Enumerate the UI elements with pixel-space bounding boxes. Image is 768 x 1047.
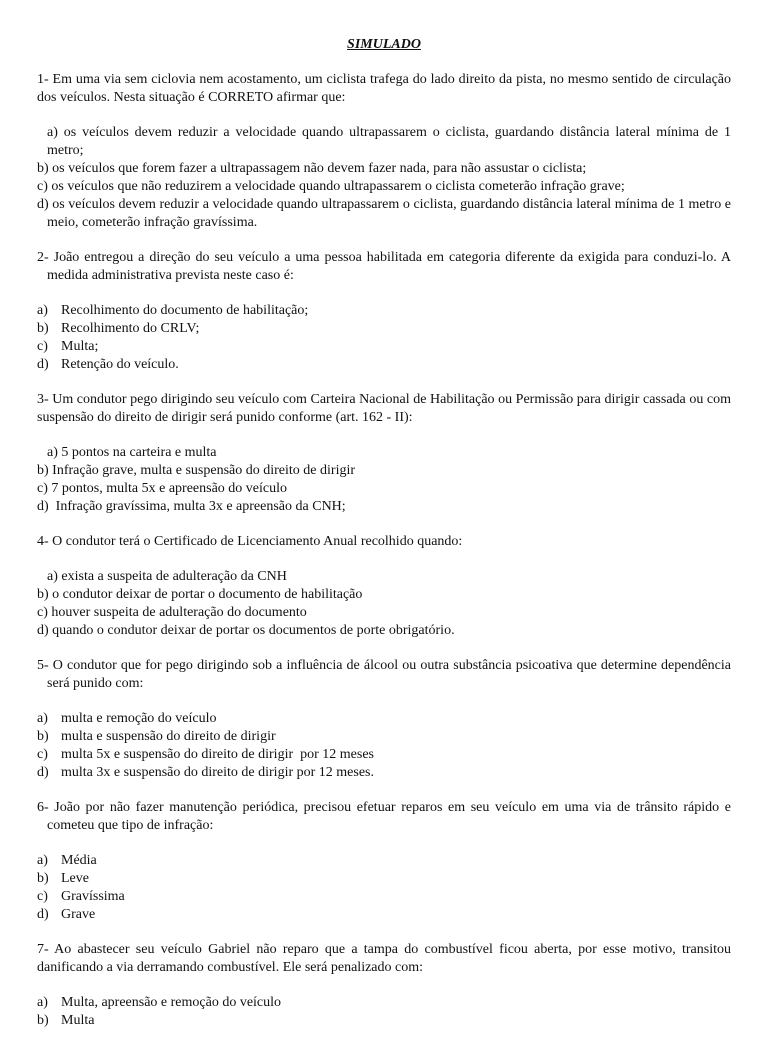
- option-text: Leve: [61, 871, 89, 886]
- option-c: [37, 338, 731, 356]
- option-letter: b): [37, 729, 49, 744]
- option-letter: c): [37, 481, 52, 496]
- option-a: [37, 852, 731, 870]
- option-d: [37, 498, 731, 516]
- option-text: Recolhimento do CRLV;: [61, 321, 200, 336]
- option-text: os veículos devem reduzir a velocidade quando ultrapassarem o ciclista, guardando distância lateral mínima de 1 metro e meio, cometerão infração gravíssima.: [47, 197, 731, 230]
- option-letter: a): [47, 125, 64, 140]
- option-letter: b): [37, 871, 49, 886]
- option-text: Retenção do veículo.: [61, 357, 179, 372]
- option-list: [37, 302, 731, 374]
- question-text: 2- João entregou a direção do seu veículo a uma pessoa habilitada em categoria diferente da exigida para conduzi-lo. A medida administrativa prevista neste caso é:: [37, 250, 731, 283]
- question-text: 4- O condutor terá o Certificado de Licenciamento Anual recolhido quando:: [37, 534, 463, 549]
- option-text: quando o condutor deixar de portar os documentos de porte obrigatório.: [52, 623, 455, 638]
- option-list: [37, 568, 731, 640]
- option-d: [37, 356, 731, 374]
- question-2: [37, 249, 731, 374]
- option-letter: d): [37, 765, 49, 780]
- option-letter: d): [37, 357, 49, 372]
- option-text: Recolhimento do documento de habilitação;: [61, 303, 309, 318]
- option-letter: c): [37, 179, 52, 194]
- option-letter: d): [37, 623, 53, 638]
- option-a: [37, 994, 731, 1012]
- document-title: SIMULADO: [347, 37, 421, 52]
- option-text: 5 pontos na carteira e multa: [61, 445, 217, 460]
- option-letter: b): [37, 463, 53, 478]
- option-text: Gravíssima: [61, 889, 125, 904]
- question-text: 5- O condutor que for pego dirigindo sob a influência de álcool ou outra substância psicoativa que determine dependência será punido com:: [37, 658, 731, 691]
- option-list: [37, 852, 731, 924]
- question-text: 1- Em uma via sem ciclovia nem acostamento, um ciclista trafega do lado direito da pista, no mesmo sentido de circulação dos veículos. Nesta situação é CORRETO afirmar que:: [37, 72, 731, 105]
- option-letter: c): [37, 889, 48, 904]
- question-5: [37, 657, 731, 782]
- option-d: [37, 196, 731, 232]
- option-letter: a): [37, 303, 48, 318]
- option-text: Multa, apreensão e remoção do veículo: [61, 995, 282, 1010]
- option-letter: b): [37, 1013, 49, 1028]
- option-b: [37, 160, 731, 178]
- question-7: [37, 941, 731, 1030]
- option-d: [37, 906, 731, 924]
- option-text: exista a suspeita de adulteração da CNH: [61, 569, 287, 584]
- option-text: Grave: [61, 907, 96, 922]
- option-letter: b): [37, 321, 49, 336]
- option-letter: b): [37, 161, 53, 176]
- option-text: houver suspeita de adulteração do documento: [51, 605, 307, 620]
- option-text: multa e suspensão do direito de dirigir: [61, 729, 276, 744]
- question-6: [37, 799, 731, 924]
- option-text: Média: [61, 853, 97, 868]
- question-text: 6- João por não fazer manutenção periódica, precisou efetuar reparos em seu veículo em uma via de trânsito rápido e cometeu que tipo de infração:: [37, 800, 731, 833]
- question-3: [37, 391, 731, 516]
- option-text: multa 5x e suspensão do direito de dirigir por 12 meses: [61, 747, 374, 762]
- option-b: [37, 728, 731, 746]
- option-letter: c): [37, 747, 48, 762]
- option-text: 7 pontos, multa 5x e apreensão do veículo: [51, 481, 287, 496]
- option-text: Infração gravíssima, multa 3x e apreensão da CNH;: [55, 499, 346, 514]
- option-text: multa 3x e suspensão do direito de dirigir por 12 meses.: [61, 765, 374, 780]
- option-list: [37, 994, 731, 1030]
- option-a: [47, 444, 731, 462]
- option-b: [37, 870, 731, 888]
- option-letter: c): [37, 605, 52, 620]
- question-4: [37, 533, 731, 640]
- option-letter: b): [37, 587, 53, 602]
- option-a: [37, 710, 731, 728]
- option-c: [37, 178, 731, 196]
- option-c: [37, 888, 731, 906]
- option-list: [37, 710, 731, 782]
- option-a: [47, 568, 731, 586]
- option-letter: d): [37, 907, 49, 922]
- option-b: [37, 320, 731, 338]
- option-letter: d): [37, 499, 56, 514]
- option-text: os veículos que forem fazer a ultrapassagem não devem fazer nada, para não assustar o ciclista;: [52, 161, 587, 176]
- option-d: [37, 622, 731, 640]
- option-text: multa e remoção do veículo: [61, 711, 217, 726]
- question-text: 7- Ao abastecer seu veículo Gabriel não reparo que a tampa do combustível ficou aberta, por esse motivo, transitou danificando a via derramando combustível. Ele será penalizado com:: [37, 942, 731, 975]
- option-text: Infração grave, multa e suspensão do direito de dirigir: [52, 463, 356, 478]
- option-letter: a): [47, 569, 62, 584]
- option-d: [37, 764, 731, 782]
- question-1: [37, 71, 731, 232]
- option-c: [37, 480, 731, 498]
- option-letter: a): [37, 711, 48, 726]
- option-text: os veículos devem reduzir a velocidade quando ultrapassarem o ciclista, guardando distância lateral mínima de 1 metro;: [47, 125, 731, 158]
- option-a: [47, 124, 731, 160]
- document-page: [37, 36, 731, 1047]
- option-letter: a): [37, 853, 48, 868]
- option-c: [37, 746, 731, 764]
- option-text: Multa;: [61, 339, 99, 354]
- option-b: [37, 462, 731, 480]
- option-text: o condutor deixar de portar o documento de habilitação: [52, 587, 363, 602]
- option-text: Multa: [61, 1013, 95, 1028]
- option-b: [37, 1012, 731, 1030]
- option-letter: a): [47, 445, 62, 460]
- option-text: os veículos que não reduzirem a velocidade quando ultrapassarem o ciclista cometerão infração grave;: [51, 179, 625, 194]
- option-a: [37, 302, 731, 320]
- option-letter: d): [37, 197, 53, 212]
- option-b: [37, 586, 731, 604]
- option-letter: a): [37, 995, 48, 1010]
- question-text: 3- Um condutor pego dirigindo seu veículo com Carteira Nacional de Habilitação ou Permissão para dirigir cassada ou com suspensão do direito de dirigir será punido conforme (art. 162 - II):: [37, 392, 731, 425]
- option-letter: c): [37, 339, 48, 354]
- option-list: [37, 124, 731, 232]
- option-list: [37, 444, 731, 516]
- option-c: [37, 604, 731, 622]
